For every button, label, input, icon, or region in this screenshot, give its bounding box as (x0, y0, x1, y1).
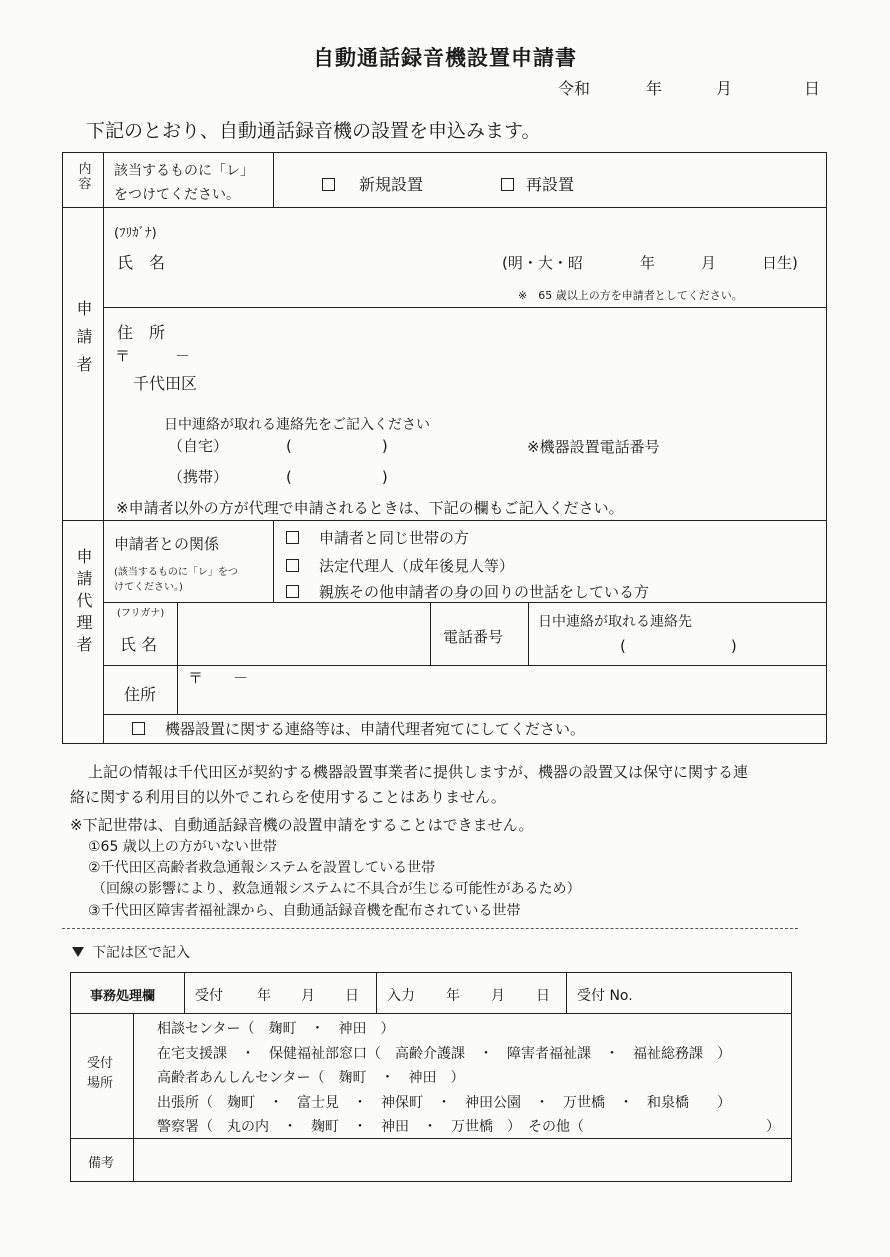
birth-eras: (明・大・昭 (502, 254, 583, 272)
relation-checkbox-3[interactable] (286, 585, 299, 598)
applicant-name-label: 氏 名 (117, 253, 166, 272)
input-day: 日 (536, 988, 550, 1004)
applicant-address-label: 住 所 (117, 323, 166, 342)
content-label: 内容 (78, 162, 92, 192)
applicant-address-field[interactable] (210, 365, 770, 391)
ineligible-item-2-note: （回線の影響により、救急通報システムに不具合が生じる可能性があるため） (92, 881, 581, 897)
content-instruction-2: をつけてください。 (114, 187, 240, 203)
proxy-fill-note: ※申請者以外の方が代理で申請されるときは、下記の欄もご記入ください。 (116, 499, 624, 517)
input-year: 年 (446, 988, 460, 1004)
proxy-daytime-field[interactable]: ( ) (620, 637, 737, 655)
proxy-name-label: 氏 名 (120, 635, 158, 654)
applicant-postal: 〒 － (115, 347, 191, 365)
down-triangle-icon (72, 947, 84, 957)
reception-place-label: 受付 場所 (87, 1056, 114, 1091)
birth-year: 年 (640, 254, 656, 272)
office-heading (72, 942, 190, 962)
relation-option-1-label: 申請者と同じ世帯の方 (319, 529, 470, 547)
relation-checkbox-2[interactable] (286, 559, 299, 572)
relation-option-relative[interactable] (286, 581, 649, 602)
new-install-label: 新規設置 (359, 175, 424, 194)
place-line-1: 相談センター（ 麹町 ・ 神田 ） (157, 1021, 395, 1037)
processing-label: 事務処理欄 (90, 989, 156, 1004)
place-line-5: 警察署（ 丸の内 ・ 麹町 ・ 神田 ・ 万世橋 ） その他（ ） (157, 1119, 780, 1135)
proxy-side-label: 申請代理者 (74, 548, 93, 658)
applicant-name-field[interactable] (190, 240, 490, 270)
home-phone-field[interactable]: ( ) (286, 437, 388, 455)
date-day: 日 (804, 79, 821, 98)
input-label: 入力 (387, 988, 415, 1004)
contact-note: 日中連絡が取れる連絡先をご記入ください (164, 417, 430, 433)
date-month: 月 (716, 79, 733, 98)
page-title: 自動通話録音機設置申請書 (313, 46, 577, 70)
privacy-line-1: 上記の情報は千代田区が契約する機器設置事業者に提供しますが、機器の設置又は保守に関する連 (88, 763, 749, 781)
received-year: 年 (257, 988, 271, 1004)
received-month: 月 (301, 988, 315, 1004)
proxy-address-label: 住所 (124, 685, 157, 704)
proxy-name-field[interactable] (180, 606, 427, 662)
remarks-field[interactable] (140, 1142, 780, 1176)
reinstall-option[interactable] (501, 172, 574, 195)
cut-line (62, 928, 798, 929)
received-day: 日 (345, 988, 359, 1004)
mobile-phone-label: （携帯） (168, 468, 229, 486)
relation-instruction-1: (該当するものに「レ」をつ (114, 567, 238, 578)
place-line-3: 高齢者あんしんセンター（ 麹町 ・ 神田 ） (157, 1070, 465, 1086)
applicant-side-label: 申請者 (74, 300, 93, 384)
ineligible-item-3: ③千代田区障害者福祉課から、自動通話録音機を配布されている世帯 (88, 903, 521, 919)
reinstall-checkbox[interactable] (501, 178, 514, 191)
relation-label: 申請者との関係 (114, 535, 220, 553)
applicant-furigana: (ﾌﾘｶﾞﾅ) (114, 226, 157, 241)
birth-month: 月 (701, 254, 717, 272)
home-phone-label: （自宅） (168, 437, 229, 455)
age-note: ※ 65 歳以上の方を申請者としてください。 (518, 289, 743, 302)
office-heading-text: 下記は区で記入 (92, 945, 190, 961)
proxy-address-field[interactable] (190, 688, 810, 712)
contact-to-proxy-label: 機器設置に関する連絡等は、申請代理者宛てにしてください。 (165, 720, 586, 738)
content-instruction-1: 該当するものに「レ」 (114, 163, 254, 179)
birth-day: 日生) (762, 254, 798, 272)
reinstall-label: 再設置 (526, 175, 575, 194)
lead-text: 下記のとおり、自動通話録音機の設置を申込みます。 (86, 120, 541, 142)
proxy-daytime-contact: 日中連絡が取れる連絡先 (538, 614, 692, 630)
ineligible-item-1: ①65 歳以上の方がいない世帯 (88, 839, 277, 855)
relation-option-same-household[interactable] (286, 527, 469, 548)
new-install-option[interactable] (322, 172, 423, 195)
contact-to-proxy-option[interactable] (132, 718, 585, 739)
mobile-phone-field[interactable]: ( ) (286, 468, 388, 486)
date-year: 年 (646, 79, 663, 98)
place-line-4: 出張所（ 麹町 ・ 富士見 ・ 神保町 ・ 神田公園 ・ 万世橋 ・ 和泉橋 ） (157, 1095, 731, 1111)
input-month: 月 (491, 988, 505, 1004)
ineligible-heading: ※下記世帯は、自動通話録音機の設置申請をすることはできません。 (70, 816, 534, 834)
proxy-postal: 〒 － (188, 669, 249, 687)
ineligible-item-2: ②千代田区高齢者救急通報システムを設置している世帯 (88, 860, 436, 876)
device-phone-label: ※機器設置電話番号 (527, 438, 660, 456)
receipt-no-label: 受付 No. (577, 988, 633, 1004)
relation-instruction-2: けてください。) (114, 582, 183, 593)
remarks-label: 備考 (88, 1156, 115, 1171)
applicant-ward: 千代田区 (133, 374, 198, 393)
relation-option-legal-rep[interactable] (286, 555, 514, 576)
contact-to-proxy-checkbox[interactable] (132, 722, 145, 735)
place-line-2: 在宅支援課 ・ 保健福祉部窓口（ 高齢介護課 ・ 障害者福祉課 ・ 福祉総務課 ） (157, 1046, 731, 1062)
relation-option-2-label: 法定代理人（成年後見人等） (319, 557, 515, 575)
proxy-phone-label: 電話番号 (443, 628, 504, 646)
privacy-line-2: 絡に関する利用目的以外でこれらを使用することはありません。 (70, 788, 506, 806)
received-label: 受付 (195, 988, 223, 1004)
proxy-furigana: (フリガナ) (117, 608, 165, 619)
date-era: 令和 (558, 79, 591, 98)
new-install-checkbox[interactable] (322, 178, 335, 191)
relation-checkbox-1[interactable] (286, 531, 299, 544)
relation-option-3-label: 親族その他申請者の身の回りの世話をしている方 (319, 583, 650, 601)
